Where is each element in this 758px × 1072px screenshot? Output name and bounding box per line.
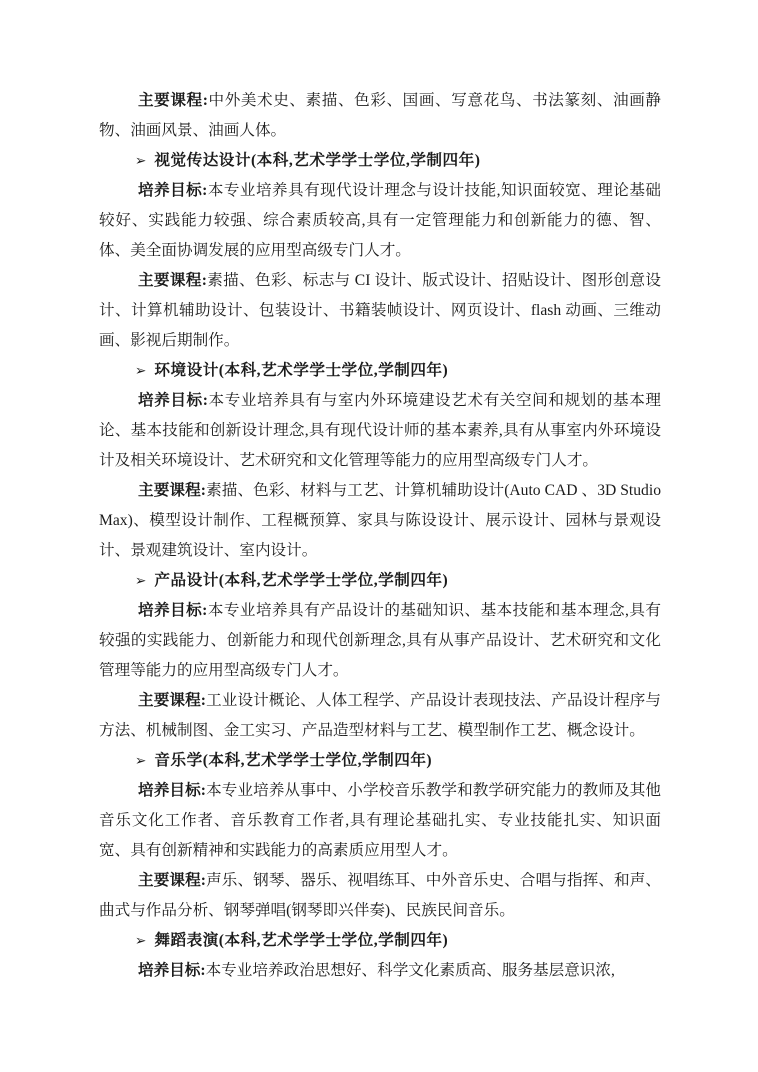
paragraph-objectives-musicology xyxy=(99,776,661,866)
paragraph-label: 主要课程: xyxy=(138,872,206,889)
paragraph-label: 培养目标: xyxy=(138,962,206,979)
paragraph-label: 培养目标: xyxy=(138,602,208,619)
document-page xyxy=(99,86,661,986)
heading-text: 产品设计(本科,艺术学学士学位,学制四年) xyxy=(154,572,449,589)
paragraph-text: 本专业培养从事中、小学校音乐教学和教学研究能力的教师及其他音乐文化工作者、音乐教育工作者,具有理论基础扎实、专业技能扎实、知识面宽、具有创新精神和实践能力的高素质应用型人才。 xyxy=(99,782,661,859)
paragraph-courses-musicology xyxy=(99,866,661,926)
paragraph-objectives-dance-performance xyxy=(99,956,661,986)
arrow-bullet-icon: ➢ xyxy=(134,363,147,379)
heading-product-design xyxy=(99,566,661,596)
paragraph-courses-product-design xyxy=(99,686,661,746)
paragraph-text: 中外美术史、素描、色彩、国画、写意花鸟、书法篆刻、油画静物、油画风景、油画人体。 xyxy=(99,92,661,139)
arrow-bullet-icon: ➢ xyxy=(134,753,147,769)
heading-visual-communication-design xyxy=(99,146,661,176)
paragraph-label: 培养目标: xyxy=(138,782,206,799)
paragraph-label: 主要课程: xyxy=(138,272,207,289)
arrow-bullet-icon: ➢ xyxy=(134,153,147,169)
arrow-bullet-icon: ➢ xyxy=(134,573,147,589)
paragraph-courses-visual-communication xyxy=(99,266,661,356)
paragraph-text: 本专业培养政治思想好、科学文化素质高、服务基层意识浓, xyxy=(205,962,615,979)
paragraph-objectives-visual-communication xyxy=(99,176,661,266)
paragraph-label: 主要课程: xyxy=(138,92,208,109)
heading-musicology xyxy=(99,746,661,776)
paragraph-text: 工业设计概论、人体工程学、产品设计表现技法、产品设计程序与方法、机械制图、金工实习、产品造型材料与工艺、模型制作工艺、概念设计。 xyxy=(99,692,661,739)
paragraph-objectives-product-design xyxy=(99,596,661,686)
paragraph-label: 主要课程: xyxy=(138,692,206,709)
paragraph-label: 主要课程: xyxy=(138,482,206,499)
paragraph-objectives-environment-design xyxy=(99,386,661,476)
heading-text: 环境设计(本科,艺术学学士学位,学制四年) xyxy=(154,362,449,379)
paragraph-main-courses-painting xyxy=(99,86,661,146)
arrow-bullet-icon: ➢ xyxy=(134,933,147,949)
paragraph-courses-environment-design xyxy=(99,476,661,566)
paragraph-text: 素描、色彩、标志与 CI 设计、版式设计、招贴设计、图形创意设计、计算机辅助设计、包装设计、书籍装帧设计、网页设计、flash 动画、三维动画、影视后期制作。 xyxy=(99,272,661,349)
heading-text: 视觉传达设计(本科,艺术学学士学位,学制四年) xyxy=(154,152,481,169)
paragraph-text: 声乐、钢琴、器乐、视唱练耳、中外音乐史、合唱与指挥、和声、曲式与作品分析、钢琴弹唱(钢琴即兴伴奏)、民族民间音乐。 xyxy=(99,872,661,919)
paragraph-text: 本专业培养具有现代设计理念与设计技能,知识面较宽、理论基础较好、实践能力较强、综合素质较高,具有一定管理能力和创新能力的德、智、体、美全面协调发展的应用型高级专门人才。 xyxy=(99,182,661,259)
paragraph-label: 培养目标: xyxy=(138,182,208,199)
heading-environment-design xyxy=(99,356,661,386)
paragraph-text: 本专业培养具有产品设计的基础知识、基本技能和基本理念,具有较强的实践能力、创新能力和现代创新理念,具有从事产品设计、艺术研究和文化管理等能力的应用型高级专门人才。 xyxy=(99,602,661,679)
paragraph-text: 本专业培养具有与室内外环境建设艺术有关空间和规划的基本理论、基本技能和创新设计理念,具有现代设计师的基本素养,具有从事室内外环境设计及相关环境设计、艺术研究和文化管理等能力的应用型高级专门人才。 xyxy=(99,392,661,469)
heading-text: 舞蹈表演(本科,艺术学学士学位,学制四年) xyxy=(154,932,449,949)
heading-text: 音乐学(本科,艺术学学士学位,学制四年) xyxy=(154,752,433,769)
paragraph-label: 培养目标: xyxy=(138,392,208,409)
paragraph-text: 素描、色彩、材料与工艺、计算机辅助设计(Auto CAD 、3D Studio Max)、模型设计制作、工程概预算、家具与陈设设计、展示设计、园林与景观设计、景观建筑设计、室内设计。 xyxy=(99,482,661,559)
heading-dance-performance xyxy=(99,926,661,956)
